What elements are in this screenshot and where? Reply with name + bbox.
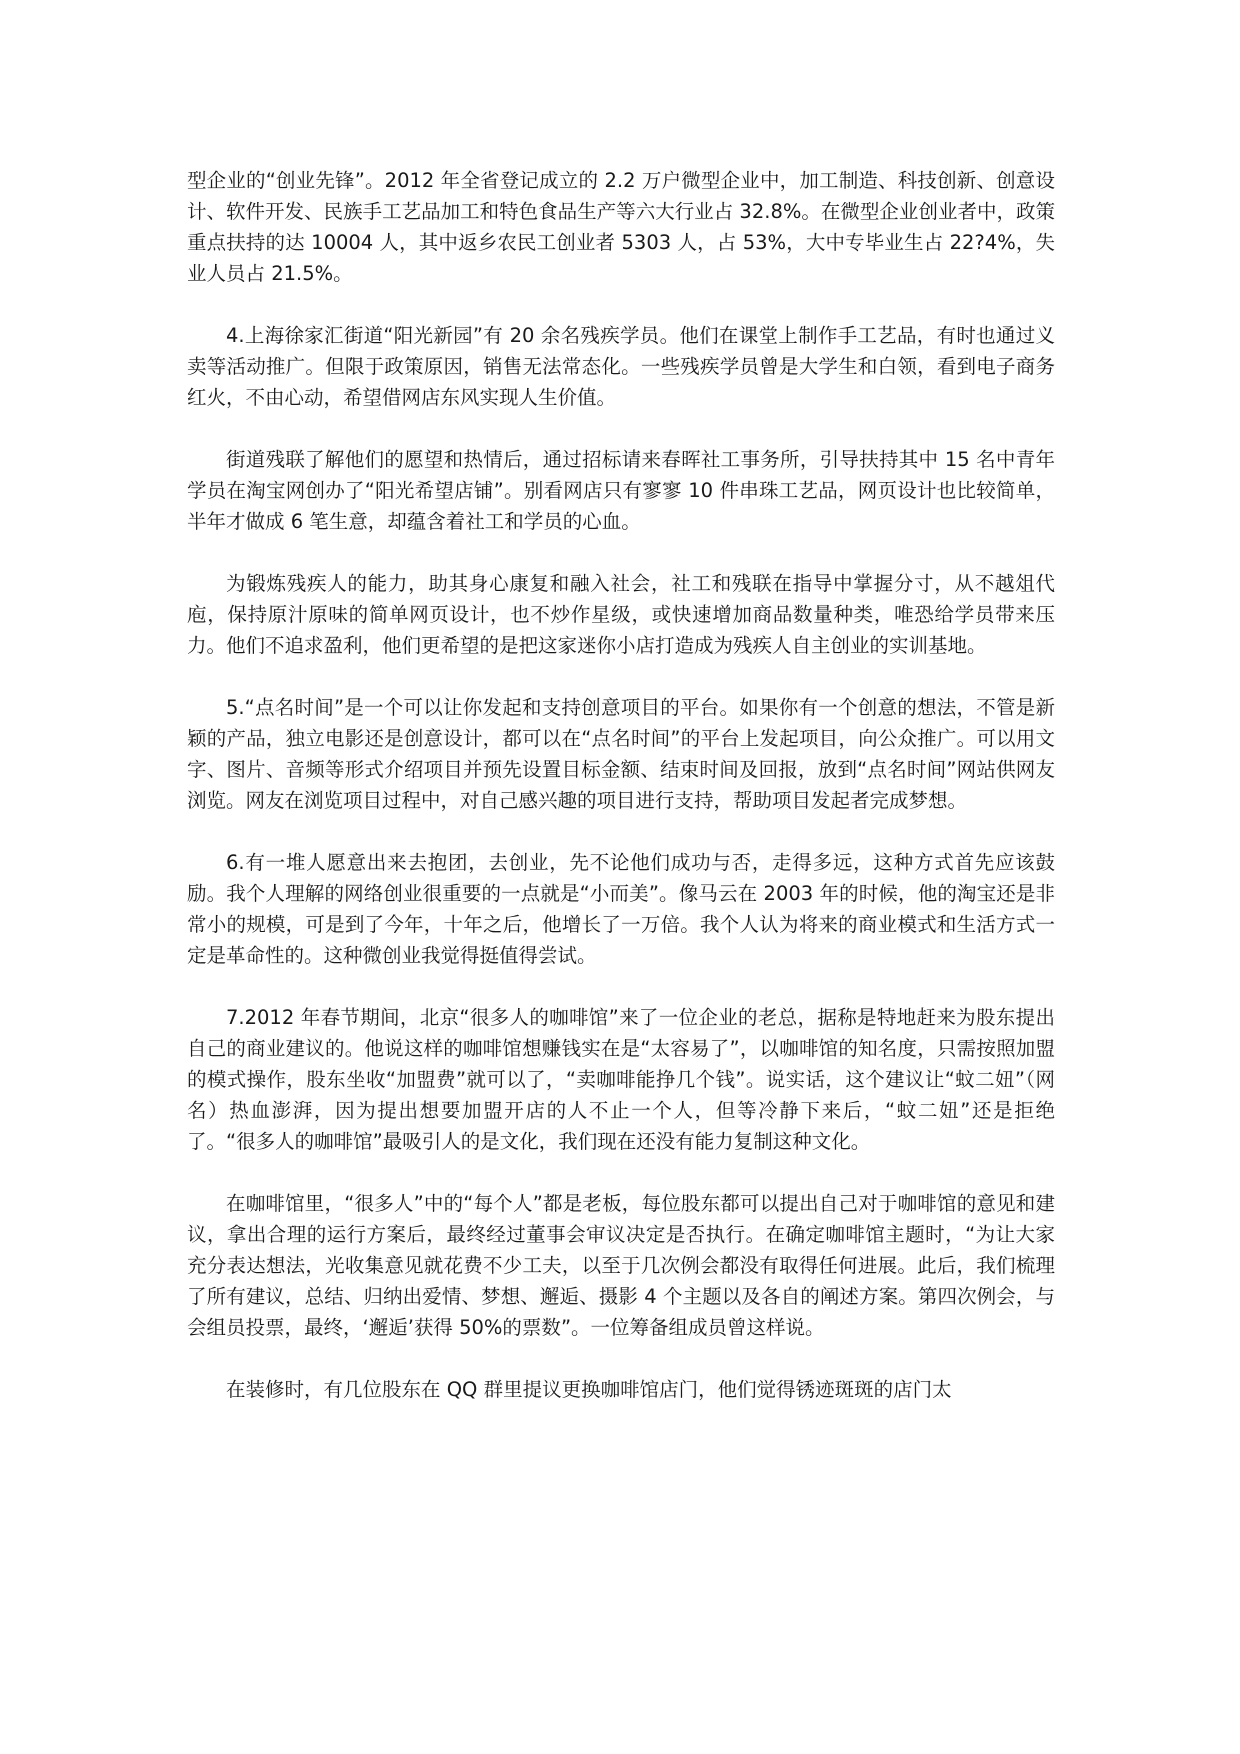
paragraph-8: 在咖啡馆里，“很多人”中的“每个人”都是老板，每位股东都可以提出自己对于咖啡馆的意见和建议，拿出合理的运行方案后，最终经过董事会审议决定是否执行。在确定咖啡馆主题时，“为让大家充分表达想法，光收集意见就花费不少工夫，以至于几次例会都没有取得任何进展。此后，我们梳理了所有建议，总结、归纳出爱情、梦想、邂逅、摄影 4 个主题以及各自的阐述方案。第四次例会，与会组员投票，最终，‘邂逅’获得 50%的票数”。一位筹备组成员曾这样说。 bbox=[187, 1192, 1055, 1339]
paragraph-6: 6.有一堆人愿意出来去抱团，去创业，先不论他们成功与否，走得多远，这种方式首先应该鼓励。我个人理解的网络创业很重要的一点就是“小而美”。像马云在 2003 年的时候，他的淘宝还是非常小的规模，可是到了今年，十年之后，他增长了一万倍。我个人认为将来的商业模式和生活方式一定是革命性的。这种微创业我觉得挺值得尝试。 bbox=[187, 851, 1055, 967]
paragraph-2: 4.上海徐家汇街道“阳光新园”有 20 余名残疾学员。他们在课堂上制作手工艺品，有时也通过义卖等活动推广。但限于政策原因，销售无法常态化。一些残疾学员曾是大学生和白领，看到电子商务红火，不由心动，希望借网店东风实现人生价值。 bbox=[187, 324, 1055, 409]
paragraph-7: 7.2012 年春节期间，北京“很多人的咖啡馆”来了一位企业的老总，据称是特地赶来为股东提出自己的商业建议的。他说这样的咖啡馆想赚钱实在是“太容易了”，以咖啡馆的知名度，只需按照加盟的模式操作，股东坐收“加盟费”就可以了，“卖咖啡能挣几个钱”。说实话，这个建议让“蚊二妞”（网名）热血澎湃，因为提出想要加盟开店的人不止一个人，但等冷静下来后，“蚊二妞”还是拒绝了。“很多人的咖啡馆”最吸引人的是文化，我们现在还没有能力复制这种文化。 bbox=[187, 1006, 1055, 1153]
paragraph-9: 在装修时，有几位股东在 QQ 群里提议更换咖啡馆店门，他们觉得锈迹斑斑的店门太 bbox=[226, 1378, 952, 1401]
paragraph-1: 型企业的“创业先锋”。2012 年全省登记成立的 2.2 万户微型企业中，加工制造、科技创新、创意设计、软件开发、民族手工艺品加工和特色食品生产等六大行业占 32.8%。在微型企业创业者中，政策重点扶持的达 10004 人，其中返乡农民工创业者 5303 人，占 53%，大中专毕业生占 22?4%，失业人员占 21.5%。 bbox=[187, 169, 1055, 285]
paragraph-4: 为锻炼残疾人的能力，助其身心康复和融入社会，社工和残联在指导中掌握分寸，从不越俎代庖，保持原汁原味的简单网页设计，也不炒作星级，或快速增加商品数量种类，唯恐给学员带来压力。他们不追求盈利，他们更希望的是把这家迷你小店打造成为残疾人自主创业的实训基地。 bbox=[187, 572, 1055, 657]
paragraph-5: 5.“点名时间”是一个可以让你发起和支持创意项目的平台。如果你有一个创意的想法，不管是新颖的产品，独立电影还是创意设计，都可以在“点名时间”的平台上发起项目，向公众推广。可以用文字、图片、音频等形式介绍项目并预先设置目标金额、结束时间及回报，放到“点名时间”网站供网友浏览。网友在浏览项目过程中，对自己感兴趣的项目进行支持，帮助项目发起者完成梦想。 bbox=[187, 696, 1055, 812]
paragraph-3: 街道残联了解他们的愿望和热情后，通过招标请来春晖社工事务所，引导扶持其中 15 名中青年学员在淘宝网创办了“阳光希望店铺”。别看网店只有寥寥 10 件串珠工艺品，网页设计也比较简单，半年才做成 6 笔生意，却蕴含着社工和学员的心血。 bbox=[187, 448, 1055, 533]
document-body bbox=[187, 165, 1055, 1436]
